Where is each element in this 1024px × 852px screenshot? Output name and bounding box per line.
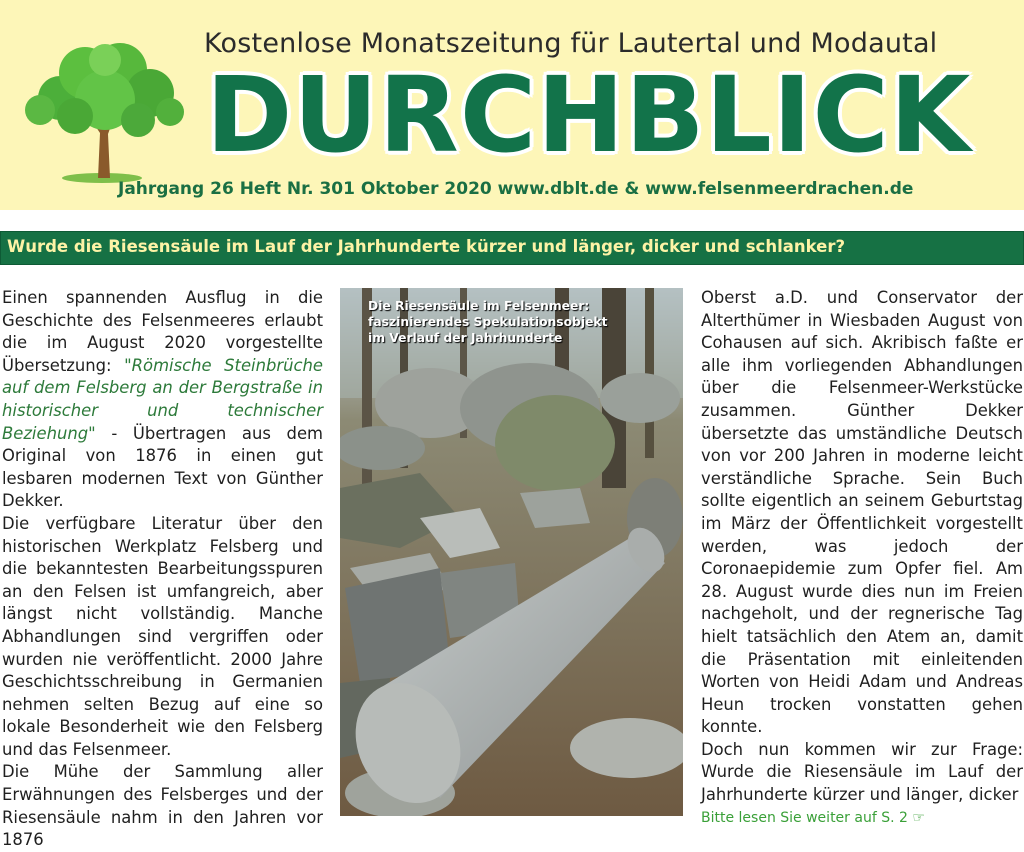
paragraph-collection: Die Mühe der Sammlung aller Erwähnungen des Felsberges und der Riesensäule nahm in den Jahren vor 1876 [2,762,323,850]
article-column-right [701,287,1023,829]
masthead [0,0,1024,210]
intro-text: Einen spannenden Ausflug in die Geschichte des Felsenmeeres erlaubt die im August 2020 vorgestellte Übersetzung: [2,288,323,375]
article-photo [340,288,683,816]
issue-line: Jahrgang 26 Heft Nr. 301 Oktober 2020 www.dblt.de & www.felsenmeerdrachen.de [118,179,914,199]
paragraph-cohausen: Oberst a.D. und Conservator der Alterthümer in Wiesbaden August von Cohausen auf sich. Akribisch faßte er alle ihm vorliegenden Abhandlungen über die Felsenmeer-Werkstücke zusammen. Günther Dekker übersetzte das umständliche Deutsch von vor 200 Jahren in moderne leicht verständliche Sprache. Sein Buch sollte eigentlich an seinem Geburtstag im März der Öffentlichkeit vorgestellt werden, was jedoch der Coronaepidemie zum Opfer fiel. Am 28. August wurde dies nun im Freien nachgeholt, und der regnerische Tag hielt tatsächlich den Atem an, damit die Präsentation mit einleitenden Worten von Heidi Adam und Andreas Heun trocken vonstatten gehen konnte. [701,288,1023,737]
article-column-left [2,287,323,852]
paragraph-question: Doch nun kommen wir zur Frage: Wurde die Riesensäule im Lauf der Jahrhunderte kürzer und länger, dicker [701,739,1023,805]
paragraph-literature: Die verfügbare Literatur über den historischen Werkplatz Felsberg und die bekanntesten Bearbeitungsspuren an den Felsen ist umfangreich, aber längst nicht vollständig. Manche Abhandlungen sind vergriffen oder wurden nie veröffentlicht. 2000 Jahre Geschichtsschreibung in Germanien nehmen selten Bezug auf eine so lokale Besonderheit wie den Felsberg und das Felsenmeer. [2,513,323,759]
photo-caption: Die Riesensäule im Felsenmeer: faszinierendes Spekulationsobjekt im Verlauf der Jahrhunderte [368,299,608,345]
tree-icon [20,38,190,183]
book-title-quote: "Römische Steinbrüche auf dem Felsberg an der Bergstraße in historischer und technischer Beziehung" [2,355,323,443]
article-headline: Wurde die Riesensäule im Lauf der Jahrhunderte kürzer und länger, dicker und schlanker? [7,237,846,256]
newspaper-title: DURCHBLICK [206,54,972,176]
continued-link[interactable]: Bitte lesen Sie weiter auf S. 2 ☞ [701,809,925,826]
paragraph-intro [2,287,323,513]
masthead-subtitle: Kostenlose Monatszeitung für Lautertal und Modautal [204,28,938,59]
headline-bar [0,231,1024,265]
intro-text-continued: - Übertragen aus dem Original von 1876 in einen gut lesbaren modernen Text von Günther Dekker. [2,423,323,511]
